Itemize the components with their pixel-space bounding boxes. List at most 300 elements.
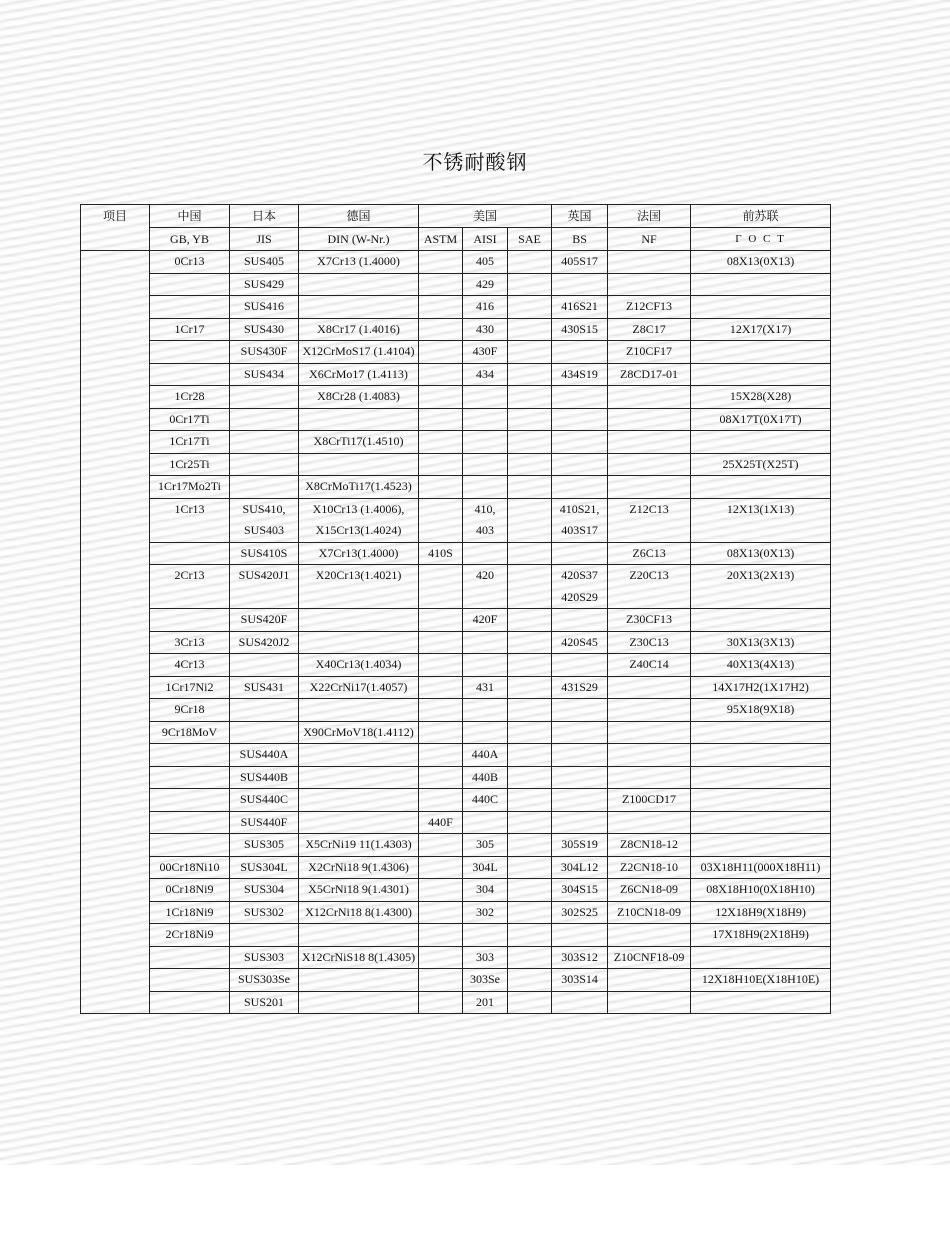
table-cell: 430F [463, 341, 508, 364]
table-cell [508, 408, 552, 431]
table-row [81, 386, 831, 409]
table-cell: Z10CF17 [608, 341, 691, 364]
table-cell: 201 [463, 991, 508, 1014]
table-cell [508, 834, 552, 857]
table-cell: 40X13(4X13) [691, 654, 831, 677]
table-row [81, 969, 831, 992]
table-cell [419, 901, 463, 924]
table-cell [299, 587, 419, 609]
table-cell [463, 587, 508, 609]
table-cell [463, 386, 508, 409]
table-cell: SUS440C [230, 789, 299, 812]
table-cell [419, 318, 463, 341]
table-cell [691, 476, 831, 499]
table-cell [508, 789, 552, 812]
table-cell [508, 879, 552, 902]
table-cell [230, 721, 299, 744]
table-cell: X12CrMoS17 (1.4104) [299, 341, 419, 364]
table-cell [552, 766, 608, 789]
table-cell [691, 766, 831, 789]
table-cell: 12X17(X17) [691, 318, 831, 341]
table-cell: 1Cr18Ni9 [150, 901, 230, 924]
header-astm: ASTM [419, 228, 463, 251]
table-cell: X2CrNi18 9(1.4306) [299, 856, 419, 879]
table-cell [691, 991, 831, 1014]
table-cell: SUS304 [230, 879, 299, 902]
table-cell [419, 631, 463, 654]
table-cell: 440A [463, 744, 508, 767]
table-cell: SUS303Se [230, 969, 299, 992]
table-cell [691, 520, 831, 542]
table-cell [150, 363, 230, 386]
table-cell [508, 766, 552, 789]
table-cell: X22CrNi17(1.4057) [299, 676, 419, 699]
table-cell: 1Cr28 [150, 386, 230, 409]
table-cell: X7Cr13(1.4000) [299, 542, 419, 565]
table-cell: X5CrNi19 11(1.4303) [299, 834, 419, 857]
table-cell [691, 789, 831, 812]
table-cell [150, 789, 230, 812]
table-cell: SUS405 [230, 251, 299, 274]
table-cell [150, 273, 230, 296]
table-cell [419, 654, 463, 677]
table-cell: 410, [463, 498, 508, 520]
table-cell [608, 587, 691, 609]
table-cell [419, 565, 463, 587]
table-cell: 2Cr18Ni9 [150, 924, 230, 947]
table-cell: 302S25 [552, 901, 608, 924]
table-cell: 08X18H10(0X18H10) [691, 879, 831, 902]
table-cell [230, 476, 299, 499]
table-cell [419, 498, 463, 520]
table-cell: Z10CNF18-09 [608, 946, 691, 969]
table-cell [608, 766, 691, 789]
table-cell: 440C [463, 789, 508, 812]
table-cell: Z6CN18-09 [608, 879, 691, 902]
table-cell: 405S17 [552, 251, 608, 274]
table-cell [150, 542, 230, 565]
table-cell [230, 408, 299, 431]
table-row [81, 431, 831, 454]
table-cell [419, 386, 463, 409]
table-cell [299, 699, 419, 722]
table-cell: Z8CN18-12 [608, 834, 691, 857]
table-cell [299, 924, 419, 947]
table-cell [608, 431, 691, 454]
table-cell [508, 565, 552, 587]
table-cell: 1Cr17Ti [150, 431, 230, 454]
header-aisi: AISI [463, 228, 508, 251]
table-cell [463, 654, 508, 677]
table-cell [150, 341, 230, 364]
table-cell [463, 699, 508, 722]
table-cell [299, 789, 419, 812]
table-cell: 420 [463, 565, 508, 587]
table-cell [463, 721, 508, 744]
table-cell [463, 476, 508, 499]
table-cell [419, 766, 463, 789]
table-cell: Z100CD17 [608, 789, 691, 812]
table-cell: SUS430F [230, 341, 299, 364]
table-cell [608, 408, 691, 431]
table-cell: 12X13(1X13) [691, 498, 831, 520]
table-cell: X8CrMoTi17(1.4523) [299, 476, 419, 499]
table-cell [508, 721, 552, 744]
table-cell [608, 699, 691, 722]
table-cell [608, 676, 691, 699]
table-cell [552, 811, 608, 834]
table-cell [463, 631, 508, 654]
table-cell: 304 [463, 879, 508, 902]
table-cell: SUS403 [230, 520, 299, 542]
table-row [81, 901, 831, 924]
table-cell [463, 542, 508, 565]
table-cell [608, 924, 691, 947]
table-cell: SUS410, [230, 498, 299, 520]
table-cell: Z8CD17-01 [608, 363, 691, 386]
table-cell: 304S15 [552, 879, 608, 902]
table-row [81, 676, 831, 699]
table-cell [419, 363, 463, 386]
header-bs: BS [552, 228, 608, 251]
table-cell: Z8C17 [608, 318, 691, 341]
table-cell [419, 587, 463, 609]
header-item: 项目 [81, 205, 150, 251]
table-cell [463, 431, 508, 454]
table-cell [508, 386, 552, 409]
header-ussr: 前苏联 [691, 205, 831, 228]
table-cell: SUS440F [230, 811, 299, 834]
table-cell: 420F [463, 609, 508, 632]
table-cell [150, 296, 230, 319]
table-cell: 420S37 [552, 565, 608, 587]
table-cell: 1Cr17Mo2Ti [150, 476, 230, 499]
table-cell: Z10CN18-09 [608, 901, 691, 924]
table-cell [299, 609, 419, 632]
table-cell [691, 341, 831, 364]
table-cell: 25X25T(X25T) [691, 453, 831, 476]
table-cell [508, 856, 552, 879]
table-cell: 1Cr25Ti [150, 453, 230, 476]
table-cell: 303 [463, 946, 508, 969]
table-cell: 430 [463, 318, 508, 341]
table-cell [608, 744, 691, 767]
table-row [81, 699, 831, 722]
item-category-cell [81, 251, 150, 1014]
table-cell: 302 [463, 901, 508, 924]
table-cell [230, 587, 299, 609]
table-cell [552, 476, 608, 499]
table-cell [419, 408, 463, 431]
table-row [81, 879, 831, 902]
table-row [81, 476, 831, 499]
table-row [81, 587, 831, 609]
table-cell [508, 273, 552, 296]
table-cell [552, 408, 608, 431]
table-cell [552, 386, 608, 409]
header-china: 中国 [150, 205, 230, 228]
table-cell [608, 811, 691, 834]
table-row [81, 318, 831, 341]
table-cell: SUS431 [230, 676, 299, 699]
table-cell: 410S21, [552, 498, 608, 520]
table-cell [150, 946, 230, 969]
table-cell: 0Cr18Ni9 [150, 879, 230, 902]
table-cell [419, 834, 463, 857]
table-row [81, 363, 831, 386]
table-cell: 12X18H9(X18H9) [691, 901, 831, 924]
header-row-2 [81, 228, 831, 251]
table-row [81, 811, 831, 834]
table-cell: X12CrNi18 8(1.4300) [299, 901, 419, 924]
table-cell: X90CrMoV18(1.4112) [299, 721, 419, 744]
table-cell: 431S29 [552, 676, 608, 699]
table-cell: 410S [419, 542, 463, 565]
table-cell: 1Cr13 [150, 498, 230, 520]
table-cell [299, 296, 419, 319]
table-cell [419, 676, 463, 699]
table-cell: Z30C13 [608, 631, 691, 654]
table-cell [608, 476, 691, 499]
table-cell [608, 969, 691, 992]
table-cell: 305 [463, 834, 508, 857]
table-cell: 403S17 [552, 520, 608, 542]
table-cell: SUS420J2 [230, 631, 299, 654]
table-row [81, 609, 831, 632]
table-cell [419, 744, 463, 767]
table-cell [150, 766, 230, 789]
table-cell [419, 856, 463, 879]
table-row [81, 631, 831, 654]
table-cell: Z6C13 [608, 542, 691, 565]
table-cell [691, 811, 831, 834]
table-cell [691, 744, 831, 767]
table-cell [419, 273, 463, 296]
table-cell [508, 542, 552, 565]
header-usa: 美国 [419, 205, 552, 228]
table-cell [508, 924, 552, 947]
table-cell [230, 699, 299, 722]
table-row [81, 766, 831, 789]
table-cell [552, 789, 608, 812]
table-cell [230, 431, 299, 454]
table-cell: 95X18(9X18) [691, 699, 831, 722]
table-cell [552, 721, 608, 744]
table-cell [508, 654, 552, 677]
table-cell [150, 991, 230, 1014]
table-cell [552, 744, 608, 767]
table-cell [419, 251, 463, 274]
table-cell [508, 699, 552, 722]
table-cell: SUS410S [230, 542, 299, 565]
table-cell [608, 251, 691, 274]
table-cell: SUS304L [230, 856, 299, 879]
table-cell [150, 587, 230, 609]
table-cell [552, 542, 608, 565]
table-cell [230, 453, 299, 476]
table-cell [299, 631, 419, 654]
table-cell: X8Cr28 (1.4083) [299, 386, 419, 409]
table-cell [608, 520, 691, 542]
table-cell: 304L [463, 856, 508, 879]
table-cell [608, 273, 691, 296]
table-row [81, 296, 831, 319]
table-cell: SUS440A [230, 744, 299, 767]
table-cell: 420S45 [552, 631, 608, 654]
table-cell: 14X17H2(1X17H2) [691, 676, 831, 699]
table-cell: Z12CF13 [608, 296, 691, 319]
table-cell [691, 296, 831, 319]
table-row [81, 498, 831, 520]
table-cell [419, 296, 463, 319]
table-cell [299, 744, 419, 767]
table-cell [419, 969, 463, 992]
table-cell [508, 363, 552, 386]
table-cell: 17X18H9(2X18H9) [691, 924, 831, 947]
table-cell [150, 834, 230, 857]
table-cell [463, 811, 508, 834]
header-gost: Г О С Т [691, 228, 831, 251]
table-row [81, 520, 831, 542]
table-cell [691, 609, 831, 632]
table-cell: 0Cr17Ti [150, 408, 230, 431]
table-row [81, 408, 831, 431]
table-cell: 420S29 [552, 587, 608, 609]
table-cell: 303S14 [552, 969, 608, 992]
table-cell [691, 834, 831, 857]
table-cell [419, 520, 463, 542]
table-cell [508, 811, 552, 834]
table-cell [150, 969, 230, 992]
table-cell [552, 431, 608, 454]
table-cell: 15X28(X28) [691, 386, 831, 409]
table-cell: 303S12 [552, 946, 608, 969]
table-cell: 12X18H10E(X18H10E) [691, 969, 831, 992]
header-gb-yb: GB, YB [150, 228, 230, 251]
table-row [81, 654, 831, 677]
table-cell [508, 296, 552, 319]
table-cell: 431 [463, 676, 508, 699]
table-cell [150, 520, 230, 542]
table-cell: SUS416 [230, 296, 299, 319]
table-body [81, 251, 831, 1014]
table-cell [419, 721, 463, 744]
table-cell [508, 631, 552, 654]
table-cell: 405 [463, 251, 508, 274]
table-cell [419, 341, 463, 364]
table-cell: 2Cr13 [150, 565, 230, 587]
table-row [81, 251, 831, 274]
table-cell: 0Cr13 [150, 251, 230, 274]
table-cell: Z2CN18-10 [608, 856, 691, 879]
table-cell [230, 386, 299, 409]
table-cell: X8CrTi17(1.4510) [299, 431, 419, 454]
table-cell [150, 609, 230, 632]
table-cell [691, 273, 831, 296]
table-cell: 305S19 [552, 834, 608, 857]
table-cell: SUS434 [230, 363, 299, 386]
table-row [81, 856, 831, 879]
table-cell [508, 676, 552, 699]
table-cell: X5CrNi18 9(1.4301) [299, 879, 419, 902]
header-row-1 [81, 205, 831, 228]
table-cell: 30X13(3X13) [691, 631, 831, 654]
table-cell: X6CrMo17 (1.4113) [299, 363, 419, 386]
table-cell: 403 [463, 520, 508, 542]
table-cell [691, 946, 831, 969]
table-cell [608, 386, 691, 409]
table-row [81, 991, 831, 1014]
table-cell: 9Cr18 [150, 699, 230, 722]
table-cell [552, 654, 608, 677]
table-cell: X7Cr13 (1.4000) [299, 251, 419, 274]
table-cell: 303Se [463, 969, 508, 992]
header-din: DIN (W-Nr.) [299, 228, 419, 251]
table-cell [230, 924, 299, 947]
table-cell: X10Cr13 (1.4006), [299, 498, 419, 520]
table-row [81, 946, 831, 969]
table-cell: X15Cr13(1.4024) [299, 520, 419, 542]
table-cell [299, 991, 419, 1014]
table-cell [419, 879, 463, 902]
table-cell: 429 [463, 273, 508, 296]
table-cell [299, 453, 419, 476]
table-cell [508, 587, 552, 609]
table-cell [552, 341, 608, 364]
table-cell: 440B [463, 766, 508, 789]
table-cell: 3Cr13 [150, 631, 230, 654]
table-cell: 03X18H11(000X18H11) [691, 856, 831, 879]
table-cell: SUS201 [230, 991, 299, 1014]
table-cell [463, 408, 508, 431]
table-row [81, 834, 831, 857]
header-germany: 德国 [299, 205, 419, 228]
table-cell [419, 476, 463, 499]
table-cell [508, 431, 552, 454]
table-cell: SUS302 [230, 901, 299, 924]
header-japan: 日本 [230, 205, 299, 228]
table-cell: 416S21 [552, 296, 608, 319]
table-cell [691, 721, 831, 744]
table-cell: 9Cr18MoV [150, 721, 230, 744]
table-cell: Z12C13 [608, 498, 691, 520]
table-cell [299, 811, 419, 834]
table-cell: 434S19 [552, 363, 608, 386]
table-cell [608, 721, 691, 744]
table-cell [230, 654, 299, 677]
table-cell [150, 744, 230, 767]
table-cell: 4Cr13 [150, 654, 230, 677]
page-title: 不锈耐酸钢 [422, 150, 528, 174]
table-cell [463, 924, 508, 947]
header-nf: NF [608, 228, 691, 251]
table-cell [552, 924, 608, 947]
table-cell [508, 946, 552, 969]
table-cell: 1Cr17 [150, 318, 230, 341]
table-row [81, 789, 831, 812]
table-cell: SUS440B [230, 766, 299, 789]
table-cell: Z40C14 [608, 654, 691, 677]
table-cell [608, 991, 691, 1014]
table-cell: 08X13(0X13) [691, 542, 831, 565]
table-cell [419, 609, 463, 632]
table-cell [299, 273, 419, 296]
table-cell: 00Cr18Ni10 [150, 856, 230, 879]
table-cell: X40Cr13(1.4034) [299, 654, 419, 677]
table-cell [299, 969, 419, 992]
table-cell [508, 251, 552, 274]
table-cell [691, 431, 831, 454]
